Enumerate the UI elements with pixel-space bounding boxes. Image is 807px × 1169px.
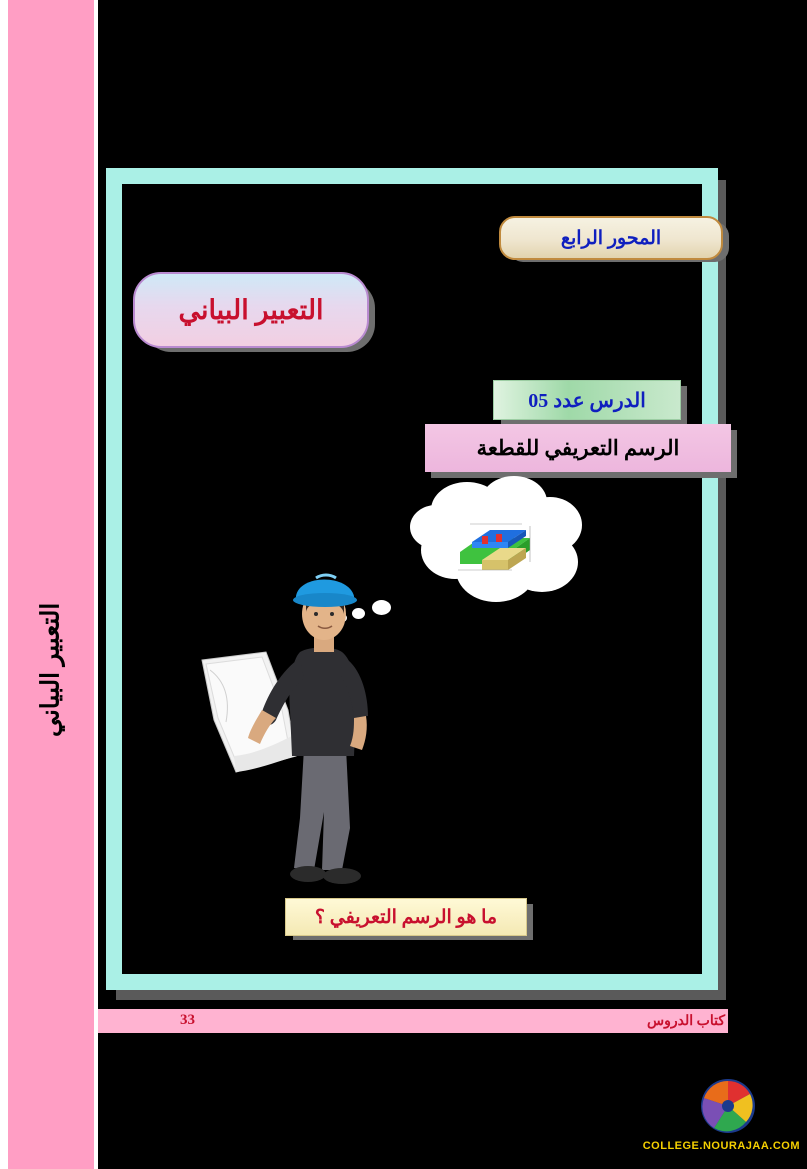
page-number: 33 xyxy=(180,1012,195,1028)
question-banner: ما هو الرسم التعريفي ؟ xyxy=(285,898,527,936)
chapter-chip: المحور الرابع xyxy=(499,216,723,260)
site-logo-icon xyxy=(700,1078,756,1134)
worker-illustration xyxy=(196,560,396,900)
footer-book-label: كتاب الدروس xyxy=(647,1014,725,1029)
page-left-margin xyxy=(0,0,8,1169)
page-side-divider xyxy=(94,0,98,1169)
lesson-title: الرسم التعريفي للقطعة xyxy=(425,424,731,472)
lesson-number: الدرس عدد 05 xyxy=(493,380,681,420)
axis-title: التعبير البياني xyxy=(133,272,369,348)
side-vertical-title: التعبير البياني xyxy=(37,602,65,738)
site-watermark: COLLEGE.NOURAJAA.COM xyxy=(642,1140,800,1152)
machined-part-icon xyxy=(452,512,536,578)
